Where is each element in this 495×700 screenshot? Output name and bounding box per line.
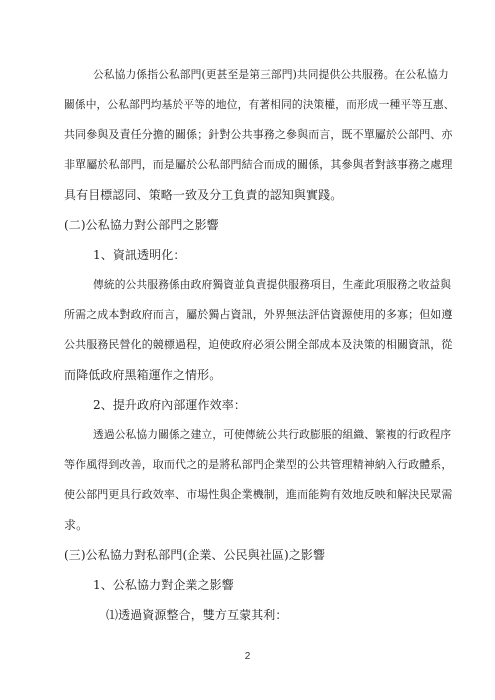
- paragraph-2-line-3: 公共服務民營化的競標過程，迫使政府必須公開全部成本及決策的相關資訊，從: [64, 338, 453, 351]
- subheading-1: 1、資訊透明化：: [93, 248, 186, 262]
- paragraph-2-line-1: 傳統的公共服務係由政府獨資並負責提供服務項目，生產此項服務之收益與: [93, 278, 452, 291]
- paragraph-3-line-4: 求。: [64, 518, 89, 532]
- paragraph-1-line-4: 非單屬於私部門，而是屬於公私部門結合而成的關係，其參與者對該事務之處理: [64, 158, 453, 171]
- paragraph-1-line-2: 關係中，公私部門均基於平等的地位，有著相同的決策權，而形成一種平等互惠、: [64, 98, 455, 111]
- paragraph-3-line-1: 透過公私協力關係之建立，可使傳統公共行政膨脹的組織、繁複的行政程序: [93, 428, 452, 441]
- paragraph-1-line-1: 公私協力係指公私部門(更甚至是第三部門)共同提供公共服務。在公私協力: [93, 68, 449, 81]
- subheading-3: 1、公私協力對企業之影響: [93, 578, 234, 592]
- subheading-3-1: ⑴透過資源整合，雙方互蒙其利：: [106, 608, 288, 622]
- paragraph-2-line-2: 所需之成本對政府而言，屬於獨占資訊，外界無法評估資源使用的多寡；但如遵: [64, 308, 453, 321]
- subheading-2: 2、提升政府內部運作效率：: [93, 398, 246, 412]
- paragraph-3-line-2: 等作風得到改善，取而代之的是將私部門企業型的公共管理精神納入行政體系，: [64, 458, 453, 471]
- paragraph-1-line-5: 具有目標認同、策略一致及分工負責的認知與實踐。: [64, 188, 343, 202]
- section-heading-2: (二)公私協力對公部門之影響: [64, 218, 219, 232]
- page-number: 2: [244, 651, 251, 662]
- paragraph-3-line-3: 使公部門更具行政效率、市場性與企業機制，進而能夠有效地反映和解決民眾需: [64, 488, 453, 501]
- paragraph-1-line-3: 共同參與及責任分擔的關係；針對公共事務之參與而言，既不單屬於公部門、亦: [64, 128, 453, 141]
- section-heading-3: (三)公私協力對私部門(企業、公民與社區)之影響: [64, 548, 326, 562]
- paragraph-2-line-4: 而降低政府黑箱運作之情形。: [64, 368, 222, 382]
